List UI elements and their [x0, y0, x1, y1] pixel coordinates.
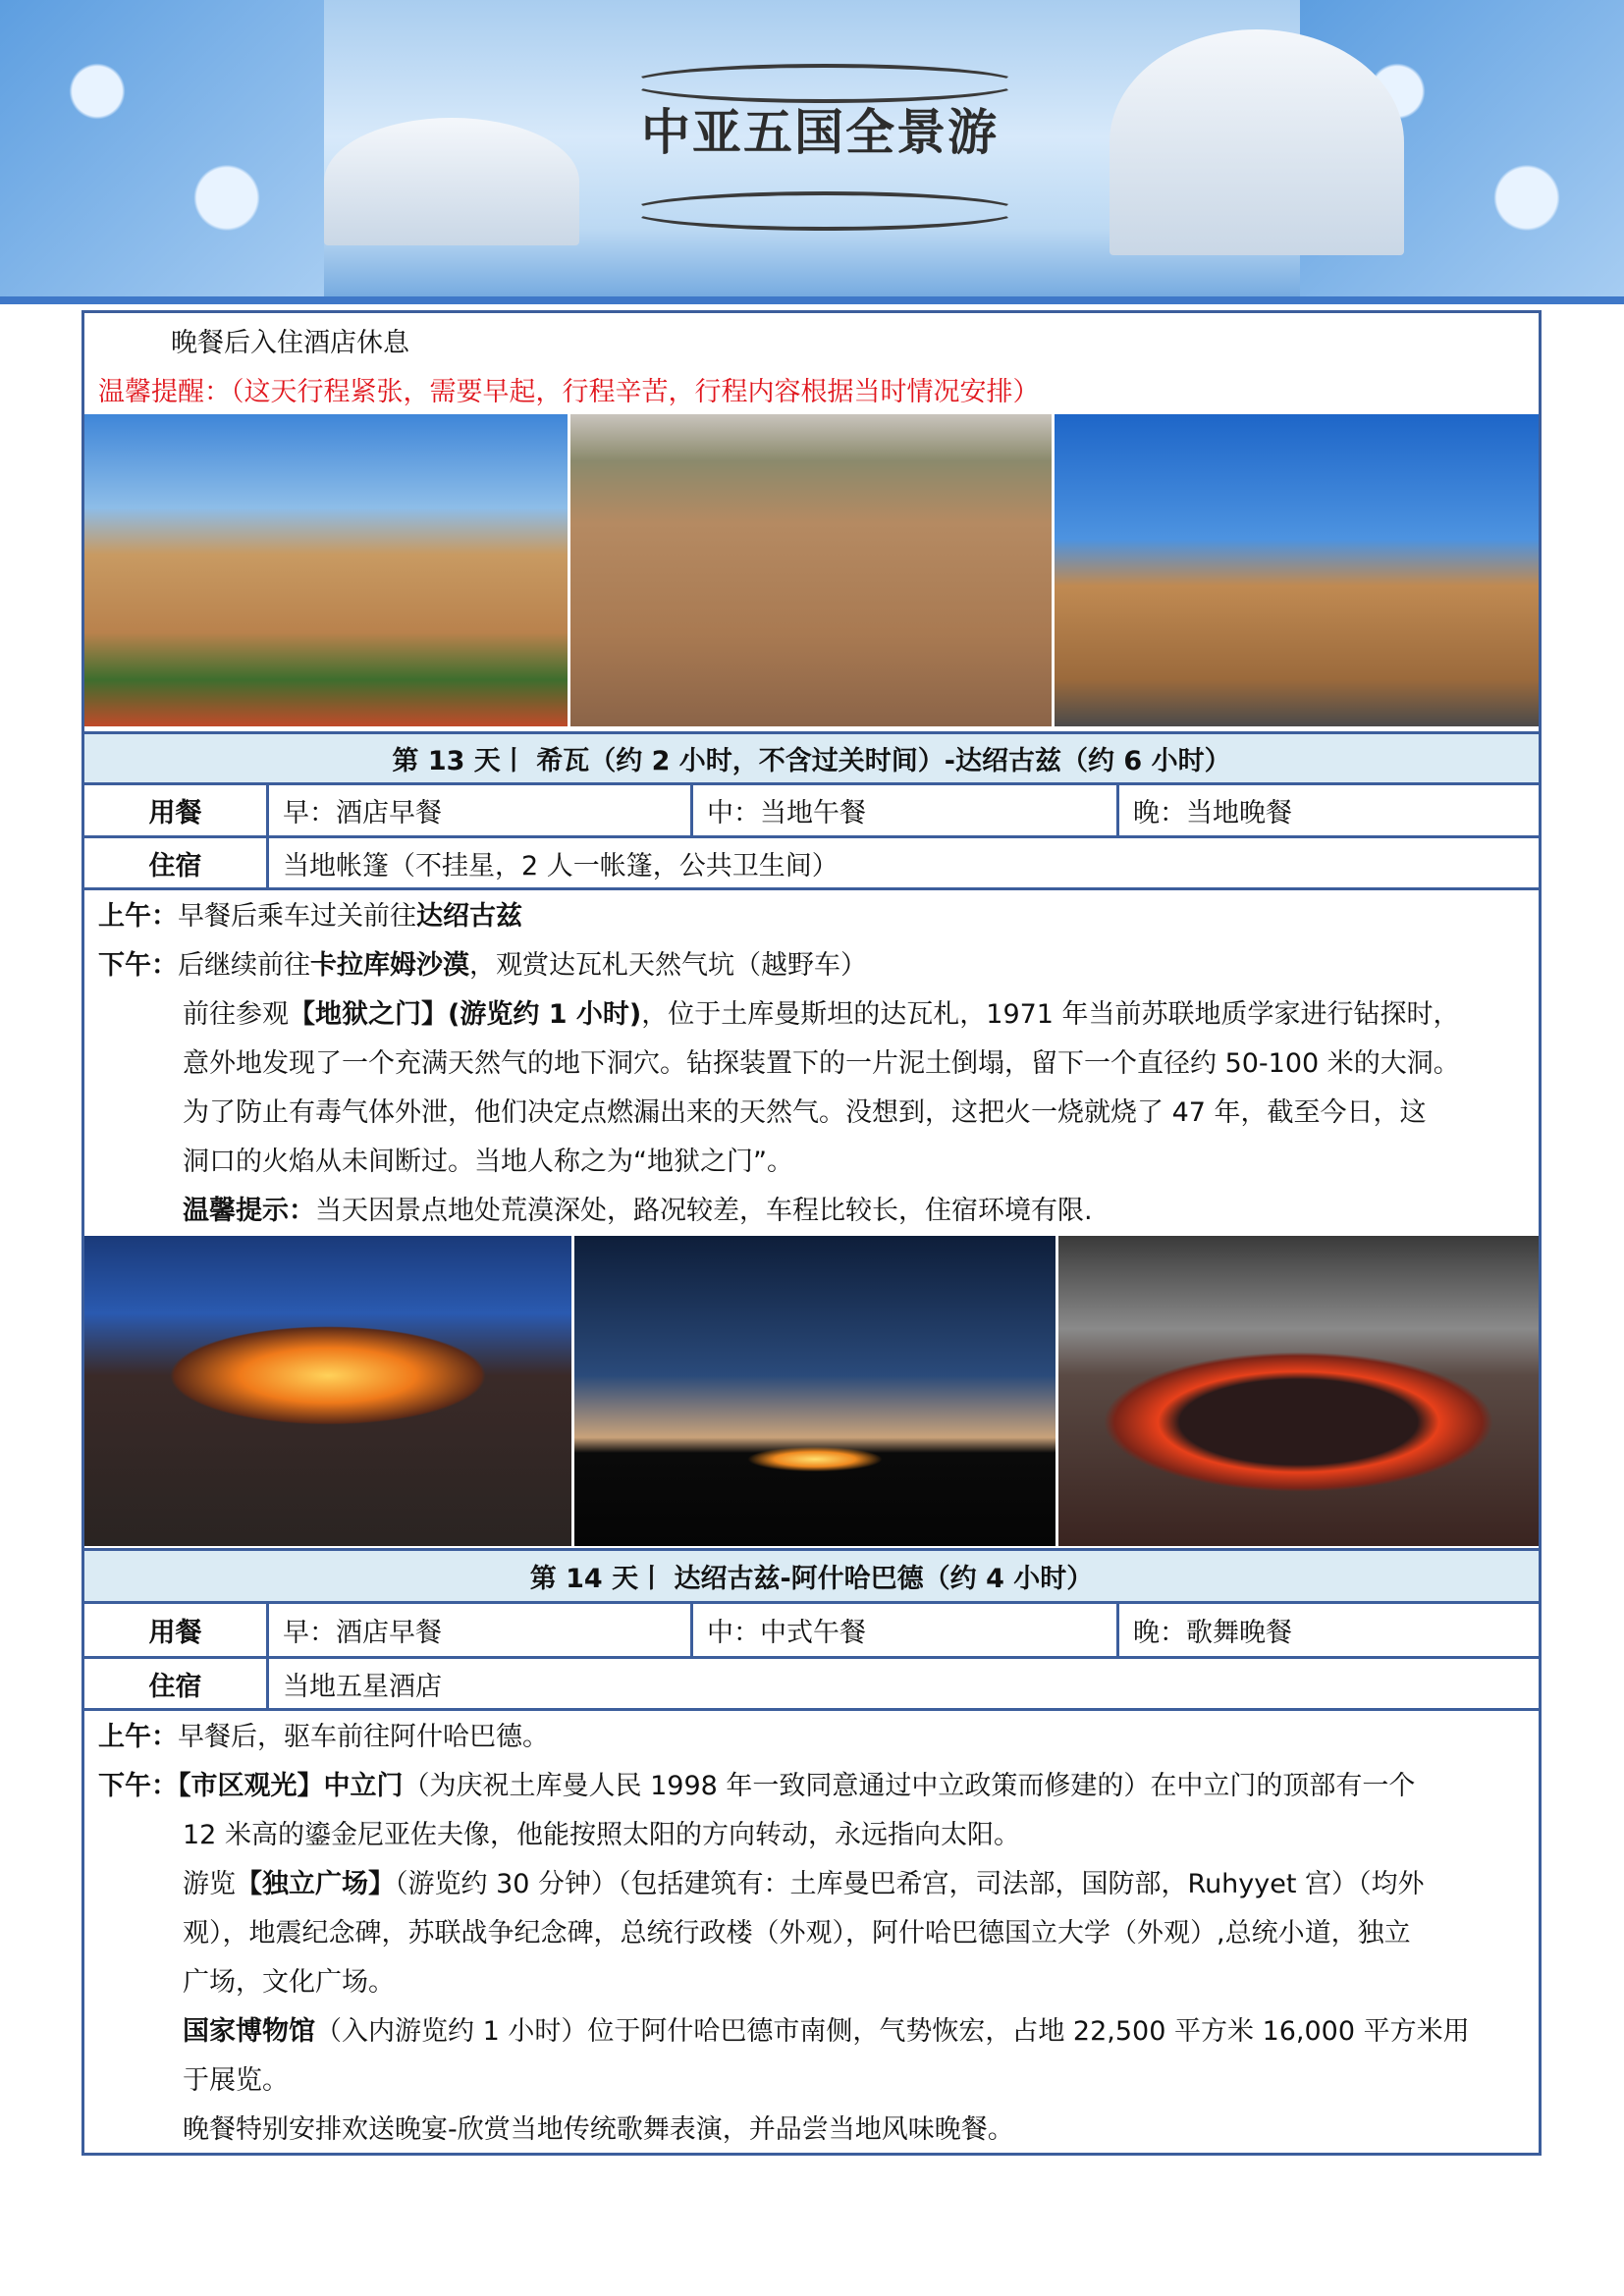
meals-label: 用餐 [148, 798, 202, 828]
breakfast: 早：酒店早餐 [266, 1604, 690, 1656]
mosque-illustration-left [324, 118, 579, 245]
stay-label: 住宿 [148, 850, 202, 881]
photo-gates-of-hell-1 [84, 1236, 571, 1546]
pm-label: 下午： [98, 1771, 178, 1801]
paragraph-text: 广场，文化广场。 [183, 1967, 395, 1998]
dinner: 晚：歌舞晚餐 [1116, 1604, 1539, 1656]
itinerary-table [81, 310, 1542, 2156]
paragraph-text: 12 米高的鎏金尼亚佐夫像，他能按照太阳的方向转动，永远指向太阳。 [183, 1820, 1020, 1850]
pm-text: 后继续前往 [178, 950, 310, 981]
attraction-name: 国家博物馆 [183, 2016, 315, 2047]
lunch: 中：当地午餐 [690, 785, 1116, 835]
pm-text: （为庆祝土库曼人民 1998 年一致同意通过中立政策而修建的）在中立门的顶部有一个 [403, 1771, 1416, 1801]
pm-text-2: ，观赏达瓦札天然气坑（越野车） [469, 950, 867, 981]
pm-label: 下午： [98, 950, 178, 981]
breakfast: 早：酒店早餐 [266, 785, 690, 835]
floral-decoration-left [0, 0, 324, 304]
dinner: 晚：当地晚餐 [1116, 785, 1539, 835]
paragraph-text: 于展览。 [183, 2065, 289, 2096]
warning-text: 温馨提醒：（这天行程紧张，需要早起，行程辛苦，行程内容根据当时情况安排） [98, 377, 1040, 407]
banner-divider [0, 296, 1624, 304]
paragraph-text: 晚餐特别安排欢送晚宴-欣赏当地传统歌舞表演，并品尝当地风味晚餐。 [183, 2114, 1014, 2145]
paragraph-text: 游览 [183, 1869, 236, 1899]
paragraph-text: ，位于土库曼斯坦的达瓦札，1971 年当前苏联地质学家进行钻探时， [641, 999, 1460, 1030]
paragraph-text: （入内游览约 1 小时）位于阿什哈巴德市南侧，气势恢宏，占地 22,500 平方米 16,000 平方米用 [315, 2016, 1470, 2047]
day13-stay-row [84, 838, 1539, 890]
paragraph-text: （游览约 30 分钟）（包括建筑有：土库曼巴希宫，司法部，国防部，Ruhyyet 宫）（均外 [395, 1869, 1425, 1899]
paragraph-text: 洞口的火焰从未间断过。当地人称之为“地狱之门”。 [183, 1147, 793, 1177]
tip-label: 温馨提示： [183, 1196, 315, 1226]
tip-text: 当天因景点地处荒漠深处，路况较差，车程比较长，住宿环境有限. [315, 1196, 1093, 1226]
pm-destination: 卡拉库姆沙漠 [310, 950, 469, 981]
day14-details [84, 1711, 1539, 2153]
photo-gates-of-hell-2 [574, 1236, 1056, 1546]
attraction-name: 【市区观光】中立门 [178, 1771, 404, 1801]
ornament-bottom [628, 191, 1021, 231]
photo-khiva-wall [1055, 414, 1539, 726]
day13-details [84, 890, 1539, 1236]
photo-gates-of-hell-3 [1058, 1236, 1539, 1546]
am-destination: 达绍古兹 [416, 901, 522, 932]
mosque-illustration-right [1110, 29, 1404, 255]
stay-label: 住宿 [148, 1671, 202, 1702]
photo-khiva-aerial [570, 414, 1052, 726]
stay-value: 当地五星酒店 [266, 1659, 1539, 1708]
lunch: 中：中式午餐 [690, 1604, 1116, 1656]
day13-header: 第 13 天丨 希瓦（约 2 小时，不含过关时间）-达绍古兹（约 6 小时） [84, 731, 1539, 785]
paragraph-text: 观），地震纪念碑，苏联战争纪念碑，总统行政楼（外观），阿什哈巴德国立大学（外观）,总统小道，独立 [183, 1918, 1411, 1949]
meals-label: 用餐 [148, 1618, 202, 1648]
am-text: 早餐后乘车过关前往 [178, 901, 416, 932]
am-text: 早餐后，驱车前往阿什哈巴德。 [178, 1722, 549, 1752]
day14-stay-row [84, 1659, 1539, 1711]
photo-khiva-gate [84, 414, 568, 726]
am-label: 上午： [98, 901, 178, 932]
intro-line: 晚餐后入住酒店休息 [171, 328, 409, 358]
am-label: 上午： [98, 1722, 178, 1752]
day14-header: 第 14 天丨 达绍古兹-阿什哈巴德（约 4 小时） [84, 1548, 1539, 1604]
stay-value: 当地帐篷（不挂星，2 人一帐篷，公共卫生间） [266, 838, 1539, 887]
day13-meals-row [84, 785, 1539, 838]
paragraph-text: 前往参观 [183, 999, 289, 1030]
day14-meals-row [84, 1604, 1539, 1659]
paragraph-text: 意外地发现了一个充满天然气的地下洞穴。钻探装置下的一片泥土倒塌，留下一个直径约 50-100 米的大洞。 [183, 1048, 1460, 1079]
banner-title: 中亚五国全景游 [641, 103, 999, 161]
attraction-name: 【地狱之门】(游览约 1 小时) [289, 999, 642, 1030]
paragraph-text: 为了防止有毒气体外泄，他们决定点燃漏出来的天然气。没想到，这把火一烧就烧了 47 年，截至今日，这 [183, 1097, 1427, 1128]
header-banner [0, 0, 1624, 304]
attraction-name: 【独立广场】 [236, 1869, 395, 1899]
